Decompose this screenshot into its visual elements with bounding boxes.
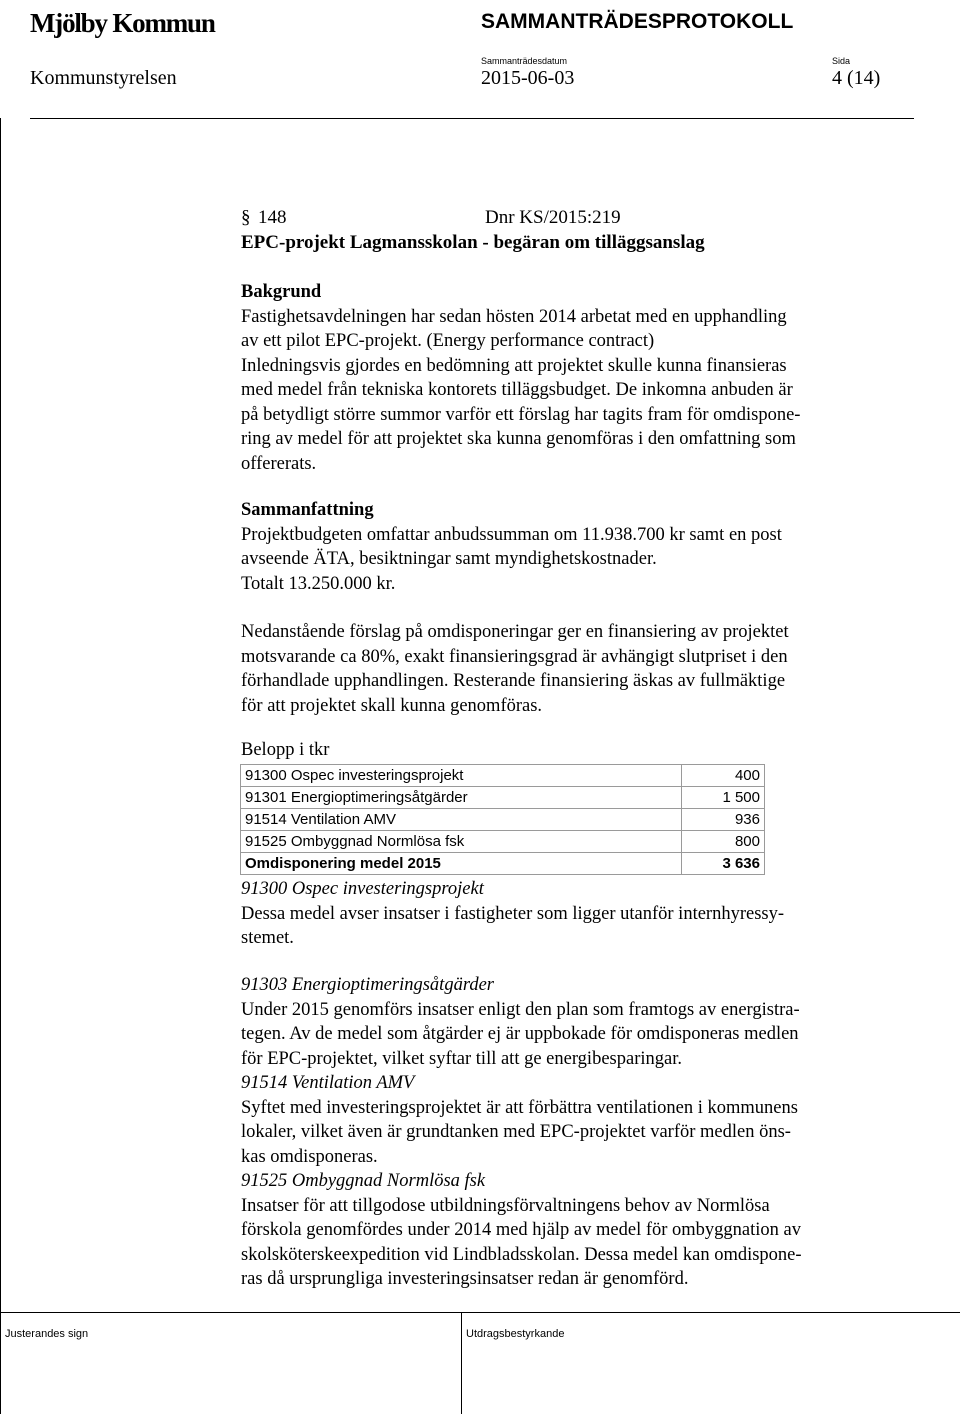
date-label: Sammanträdesdatum	[481, 56, 568, 66]
table-cell-label: 91300 Ospec investeringsprojekt	[241, 765, 682, 787]
table-cell-value: 1 500	[682, 787, 765, 809]
header-divider	[30, 118, 914, 119]
table-cell-value: 800	[682, 831, 765, 853]
background-line: ring av medel för att projektet ska kunna genomföras i den omfattning som	[241, 429, 796, 449]
diary-number: Dnr KS/2015:219	[485, 207, 621, 228]
proposal-line: motsvarande ca 80%, exakt finansieringsgrad är avhängigt slutpriset i den	[241, 646, 788, 667]
item-number: 148	[258, 207, 287, 228]
detail-line: Dessa medel avser insatser i fastigheter som ligger utanför internhyressy-	[241, 903, 785, 924]
left-margin-line	[0, 118, 1, 1312]
committee-name: Kommunstyrelsen	[30, 67, 177, 89]
detail-line: Insatser för att tillgodose utbildningsförvaltningens behov av Normlösa	[241, 1195, 770, 1216]
table-total-value: 3 636	[682, 853, 765, 875]
signature-label: Justerandes sign	[5, 1328, 89, 1340]
background-line: med medel från tekniska kontorets tilläggsbudget. De inkomna anbuden är	[241, 380, 793, 400]
proposal-line: för att projektet skall kunna genomföras.	[241, 695, 543, 716]
detail-line: förskola genomfördes under 2014 med hjälp av medel för ombyggnation av	[241, 1220, 801, 1240]
detail-heading: 91300 Ospec investeringsprojekt	[241, 879, 484, 899]
detail-line: kas omdisponeras.	[241, 1146, 378, 1167]
table-total-row	[241, 853, 765, 875]
table-cell-label: 91301 Energioptimeringsåtgärder	[241, 787, 682, 809]
item-title: EPC-projekt Lagmansskolan - begäran om tilläggsanslag	[241, 232, 705, 253]
amounts-caption: Belopp i tkr	[241, 740, 330, 760]
table-cell-label: 91525 Ombyggnad Normlösa fsk	[241, 831, 682, 853]
background-line: offererats.	[241, 453, 317, 474]
table-row	[241, 809, 765, 831]
footer-divider	[0, 1312, 960, 1313]
detail-section	[241, 973, 921, 1292]
background-section	[241, 280, 921, 476]
amounts-table	[240, 764, 765, 875]
document-type: SAMMANTRÄDESPROTOKOLL	[481, 10, 794, 33]
section-sign: §	[241, 207, 251, 228]
summary-heading: Sammanfattning	[241, 500, 374, 520]
proposal-line: förhandlade upphandlingen. Resterande finansiering äskas av fullmäktige	[241, 671, 786, 691]
table-total-label: Omdisponering medel 2015	[241, 853, 682, 875]
detail-heading: 91525 Ombyggnad Normlösa fsk	[241, 1171, 486, 1191]
proposal-line: Nedanstående förslag på omdisponeringar ger en finansiering av projektet	[241, 622, 789, 642]
page-number: 4 (14)	[832, 67, 881, 89]
detail-heading: 91514 Ventilation AMV	[241, 1073, 415, 1093]
summary-line: Totalt 13.250.000 kr.	[241, 573, 396, 594]
proposal-section	[241, 620, 921, 718]
table-row	[241, 787, 765, 809]
footer-left-border	[0, 1312, 1, 1414]
extract-label: Utdragsbestyrkande	[466, 1328, 565, 1340]
background-line: av ett pilot EPC-projekt. (Energy performance contract)	[241, 331, 655, 351]
detail-section	[241, 877, 921, 951]
background-line: Inledningsvis gjordes en bedömning att projektet skulle kunna finansieras	[241, 355, 787, 376]
table-row	[241, 831, 765, 853]
summary-line: Projektbudgeten omfattar anbudssumman om 11.938.700 kr samt en post	[241, 524, 782, 545]
table-cell-value: 936	[682, 809, 765, 831]
table-row	[241, 765, 765, 787]
meeting-date: 2015-06-03	[481, 67, 575, 89]
detail-heading: 91303 Energioptimeringsåtgärder	[241, 975, 494, 995]
detail-line: stemet.	[241, 928, 294, 948]
detail-line: tegen. Av de medel som åtgärder ej är uppbokade för omdisponeras medlen	[241, 1024, 799, 1044]
summary-line: avseende ÄTA, besiktningar samt myndighetskostnader.	[241, 549, 657, 569]
detail-line: lokaler, vilket även är grundtanken med EPC-projektet varför medlen öns-	[241, 1122, 791, 1142]
detail-line: Under 2015 genomförs insatser enligt den plan som framtogs av energistra-	[241, 999, 800, 1020]
detail-line: skolsköterskeexpedition vid Lindbladsskolan. Dessa medel kan omdispone-	[241, 1244, 802, 1265]
table-cell-label: 91514 Ventilation AMV	[241, 809, 682, 831]
background-heading: Bakgrund	[241, 282, 322, 302]
detail-line: ras då ursprungliga investeringsinsatser redan är genomförd.	[241, 1269, 689, 1289]
organization-name: Mjölby Kommun	[30, 8, 215, 38]
summary-section	[241, 498, 921, 596]
table-cell-value: 400	[682, 765, 765, 787]
page-label: Sida	[832, 56, 851, 66]
detail-line: för EPC-projektet, vilket syftar till att ge energibesparingar.	[241, 1048, 682, 1069]
background-line: Fastighetsavdelningen har sedan hösten 2014 arbetat med en upphandling	[241, 306, 787, 327]
background-line: på betydligt större summor varför ett förslag har tagits fram för omdispone-	[241, 404, 801, 425]
footer-middle-border	[461, 1312, 462, 1414]
detail-line: Syftet med investeringsprojektet är att förbättra ventilationen i kommunens	[241, 1097, 798, 1118]
